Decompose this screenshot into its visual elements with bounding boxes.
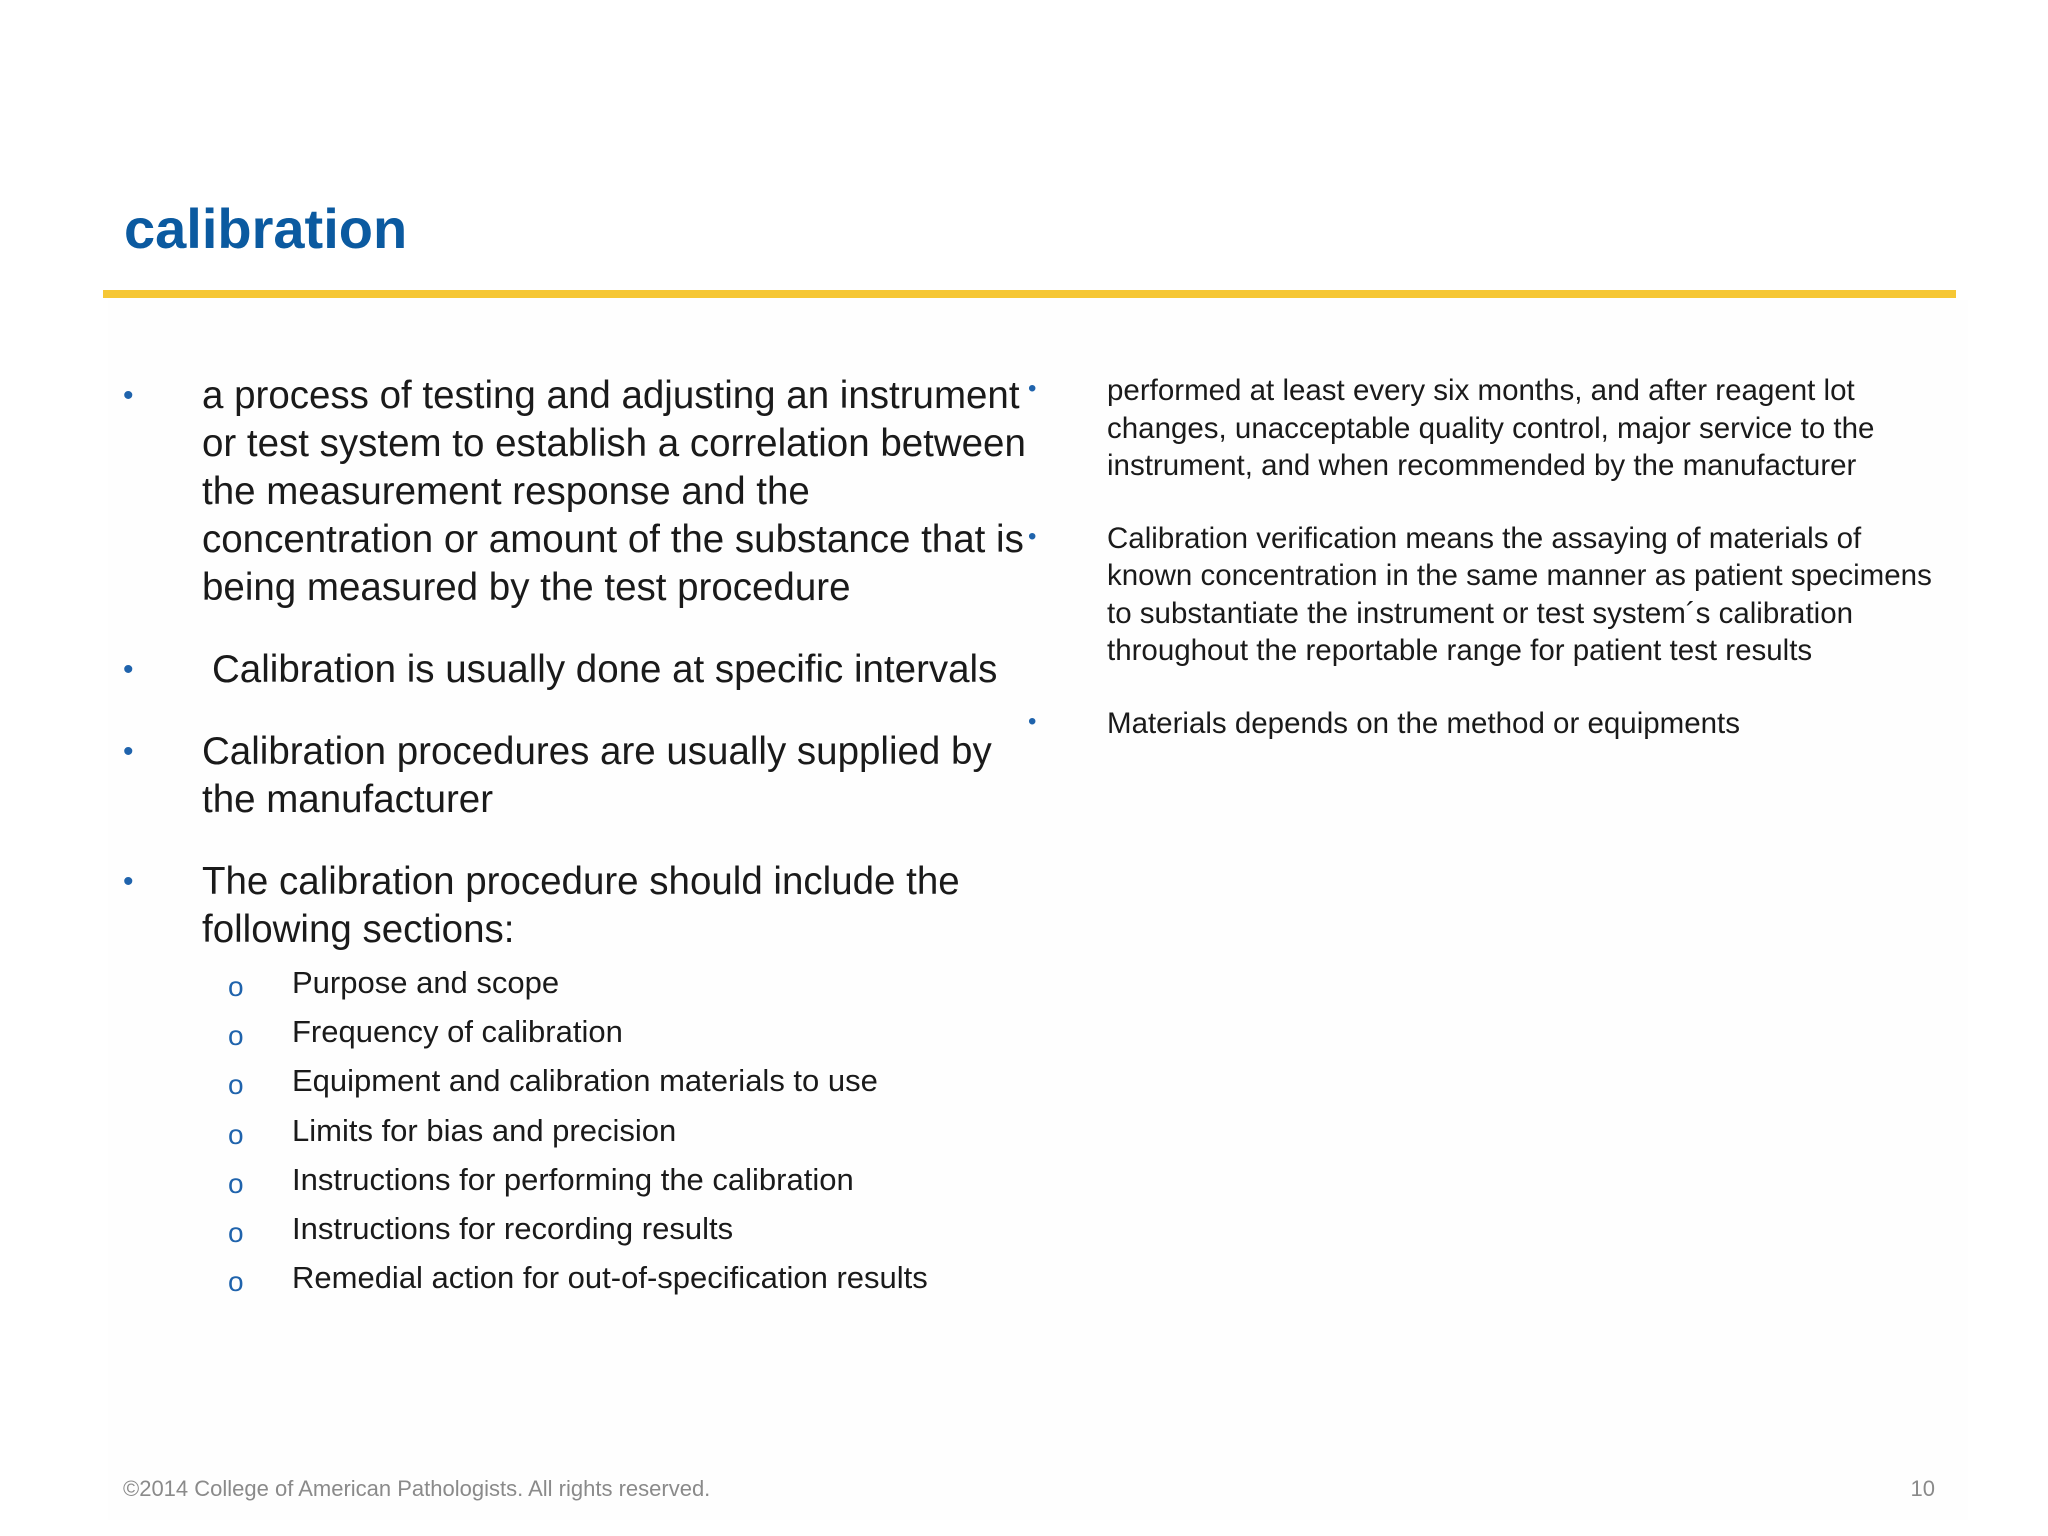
right-column [1024, 372, 1944, 742]
circle-bullet-icon: o [228, 1069, 244, 1101]
right-bullet-text: Calibration verification means the assaying of materials of known concentration in the same manner as patient specimens to substantiate the instrument or test system´s calibration throughout the reportable range for patient test results [1107, 521, 1932, 667]
sub-bullet-text: Instructions for recording results [292, 1211, 734, 1247]
sub-bullet [228, 1007, 1158, 1056]
circle-bullet-icon: o [228, 1118, 244, 1150]
sub-bullet-text: Frequency of calibration [292, 1014, 623, 1050]
right-bullet-1 [1024, 372, 1944, 485]
left-bullet-3 [120, 728, 1050, 824]
right-bullet-text: performed at least every six months, and after reagent lot changes, unacceptable quality control, major service to the instrument, and when recommended by the manufacturer [1107, 374, 1875, 482]
bullet-dot-icon: • [1028, 522, 1037, 550]
sub-bullet [228, 1106, 1158, 1155]
right-bullet-3 [1024, 705, 1944, 743]
bullet-dot-icon: • [123, 653, 134, 686]
sub-bullet-text: Limits for bias and precision [292, 1112, 677, 1148]
calibration-sections-list [228, 958, 1158, 1302]
sub-bullet-text: Equipment and calibration materials to use [292, 1063, 878, 1099]
circle-bullet-icon: o [228, 1020, 244, 1052]
right-bullet-2 [1024, 520, 1944, 670]
copyright-footer: ©2014 College of American Pathologists. All rights reserved. [123, 1476, 711, 1501]
bullet-dot-icon: • [123, 379, 134, 412]
circle-bullet-icon: o [228, 1266, 244, 1298]
sub-bullet-text: Remedial action for out-of-specification results [292, 1260, 928, 1296]
circle-bullet-icon: o [228, 971, 244, 1002]
bullet-dot-icon: • [1028, 707, 1037, 735]
left-column [120, 372, 1050, 1302]
sub-bullet-text: Instructions for performing the calibration [292, 1161, 854, 1197]
sub-bullet [228, 1155, 1158, 1204]
sub-bullet [228, 1253, 1158, 1302]
bullet-dot-icon: • [123, 735, 134, 768]
sub-bullet [228, 1204, 1158, 1253]
bullet-dot-icon: • [1028, 375, 1037, 402]
right-bullet-text: Materials depends on the method or equipments [1107, 706, 1740, 740]
left-bullet-text: The calibration procedure should include the following sections: [202, 860, 960, 951]
page-number: 10 [1910, 1476, 1935, 1501]
sub-bullet [228, 958, 1158, 1007]
left-bullet-text: Calibration procedures are usually supplied by the manufacturer [202, 730, 992, 821]
left-bullet-4 [120, 858, 1050, 954]
sub-bullet-text: Purpose and scope [292, 965, 560, 1000]
left-bullet-1 [120, 372, 1050, 612]
left-bullet-text: Calibration is usually done at specific intervals [212, 648, 998, 691]
circle-bullet-icon: o [228, 1217, 244, 1249]
circle-bullet-icon: o [228, 1167, 244, 1199]
slide-title: calibration [124, 197, 408, 260]
left-bullet-2 [120, 646, 1050, 694]
bullet-dot-icon: • [123, 865, 134, 898]
sub-bullet [228, 1056, 1158, 1105]
title-divider [103, 290, 1956, 298]
left-bullet-text: a process of testing and adjusting an instrument or test system to establish a correlation between the measurement response and the concentration or amount of the substance that is being measured by the test procedure [202, 374, 1026, 609]
